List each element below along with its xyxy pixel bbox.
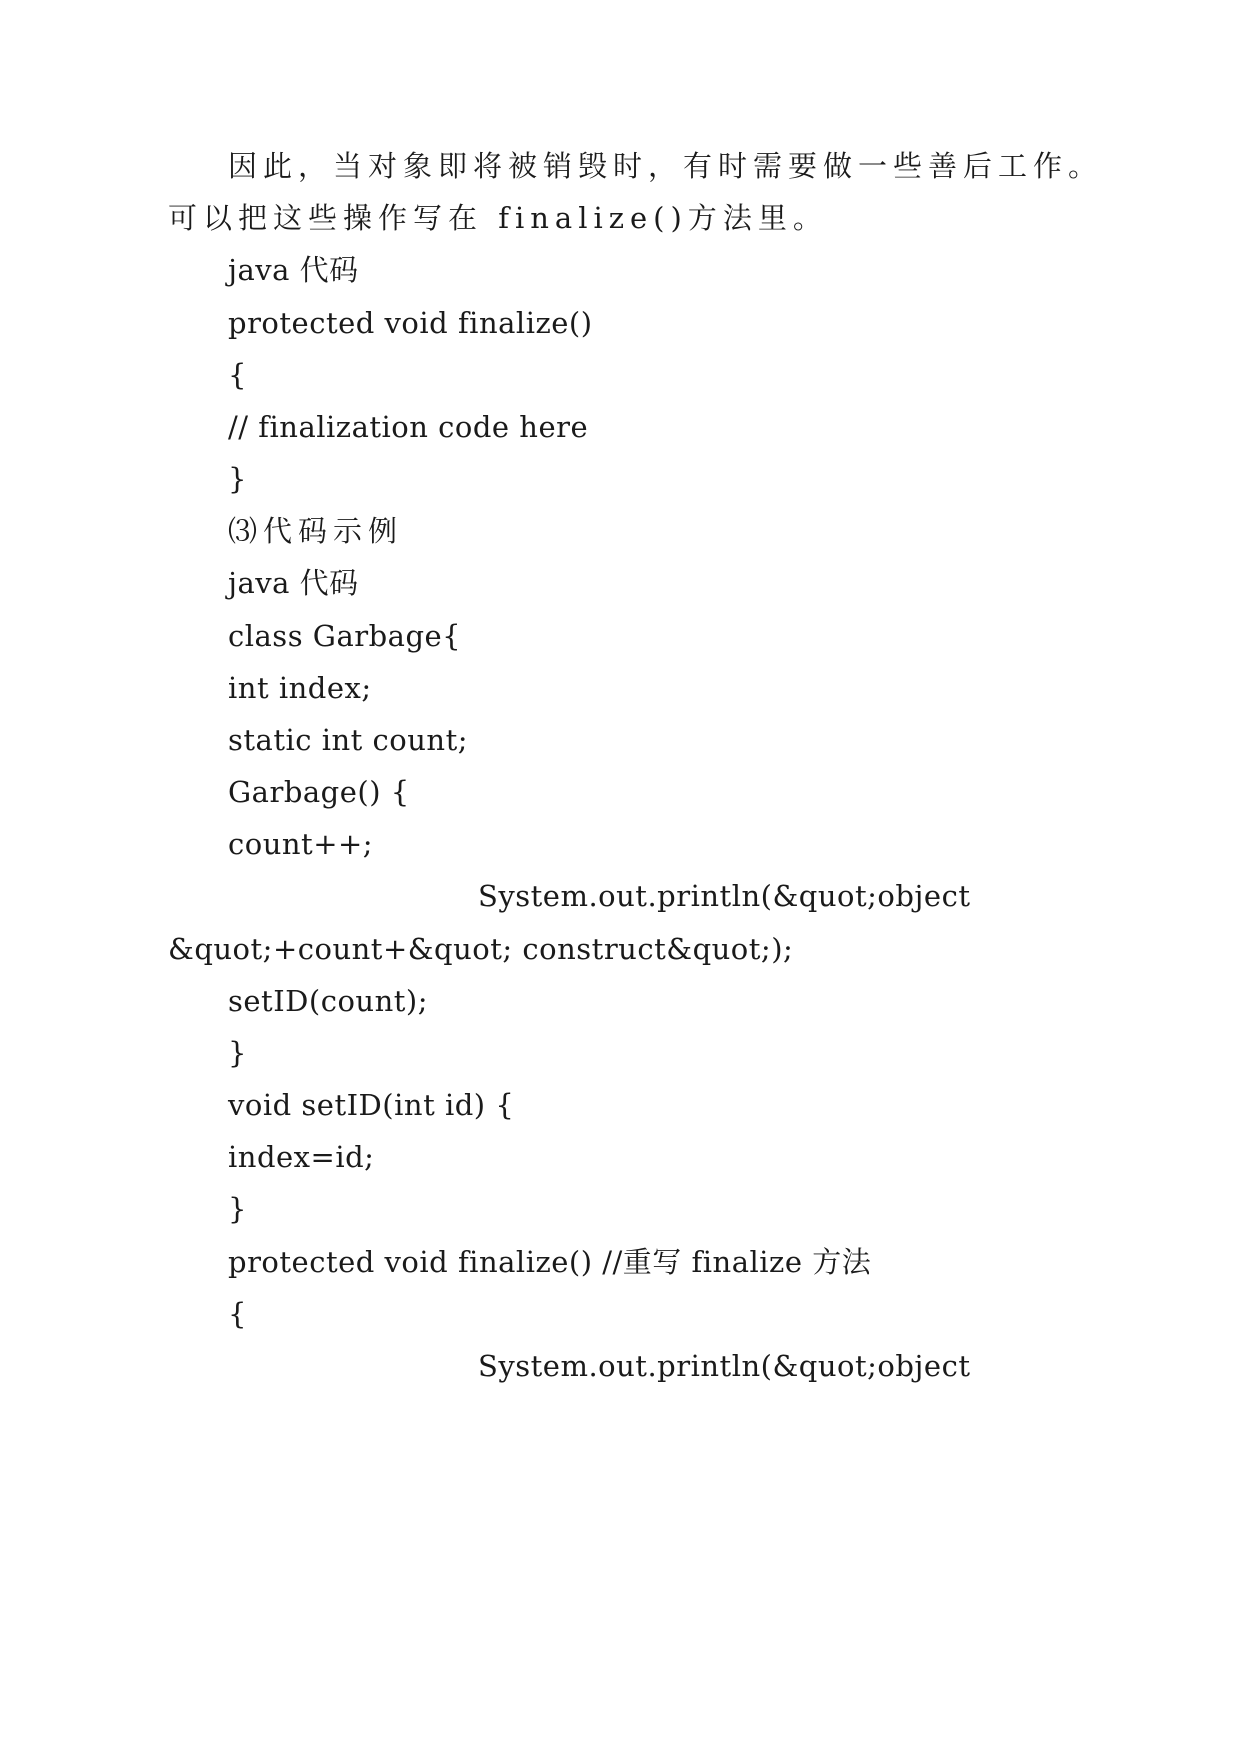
code-comment: // finalization code here — [228, 410, 589, 444]
paragraph-line: 因此，当对象即将被销毁时，有时需要做一些善后工作。 — [228, 149, 1104, 183]
section-heading: ⑶代码示例 — [228, 514, 404, 548]
code-line: } — [228, 1036, 247, 1070]
code-line: int index; — [228, 671, 372, 705]
code-line: &quot;+count+&quot; construct&quot;); — [168, 932, 794, 966]
code-label: java 代码 — [228, 253, 359, 287]
code-line: index=id; — [228, 1140, 375, 1174]
paragraph-line: 可以把这些操作写在 finalize()方法里。 — [168, 201, 828, 235]
code-line: static int count; — [228, 723, 469, 757]
code-label: java 代码 — [228, 566, 359, 600]
code-line: } — [228, 1192, 247, 1226]
code-line: } — [228, 462, 247, 496]
code-line: protected void finalize() — [228, 306, 593, 340]
code-line: Garbage() { — [228, 775, 410, 809]
code-line: class Garbage{ — [228, 619, 462, 653]
code-line: setID(count); — [228, 984, 429, 1018]
code-line: System.out.println(&quot;object — [478, 1349, 971, 1383]
code-line: void setID(int id) { — [228, 1088, 515, 1122]
code-line: { — [228, 1297, 247, 1331]
code-line: System.out.println(&quot;object — [478, 879, 971, 913]
code-line: count++; — [228, 827, 374, 861]
code-line: protected void finalize() //重写 finalize 方法 — [228, 1245, 872, 1279]
code-line: { — [228, 358, 247, 392]
